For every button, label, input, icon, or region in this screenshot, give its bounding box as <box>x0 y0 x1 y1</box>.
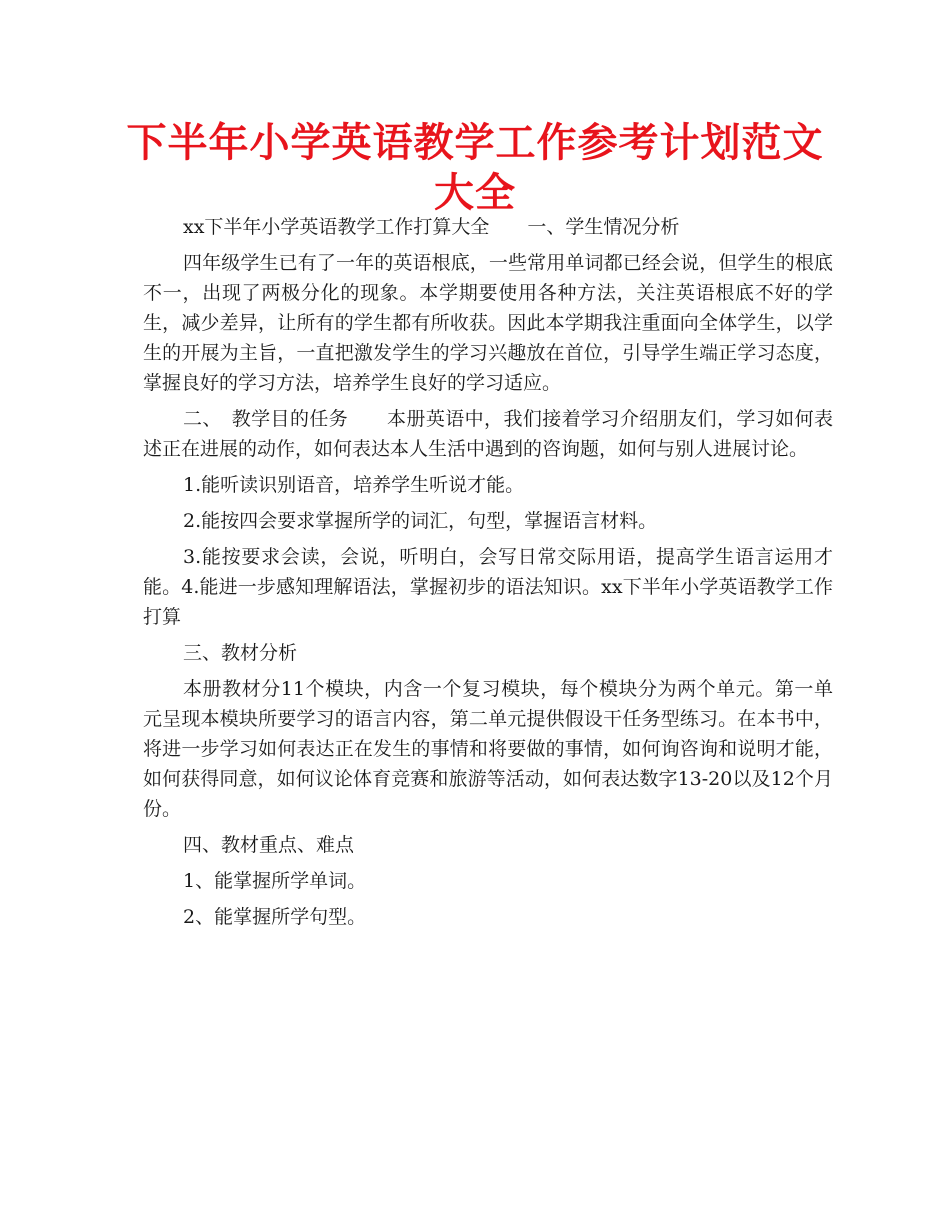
document-title: 下半年小学英语教学工作参考计划范文大全 <box>126 120 824 216</box>
paragraph-student-analysis: 四年级学生已有了一年的英语根底，一些常用单词都已经会说，但学生的根底不一，出现了两极分化的现象。本学期要使用各种方法，关注英语根底不好的学生，减少差异，让所有的学生都有所收获。因此本学期我注重面向全体学生，以学生的开展为主旨，一直把激发学生的学习兴趣放在首位，引导学生端正学习态度，掌握良好的学习方法，培养学生良好的学习适应。 <box>143 252 833 394</box>
paragraph-goal-1: 1.能听读识别语音，培养学生听说才能。 <box>183 474 525 496</box>
paragraph-key-point-2: 2、能掌握所学句型。 <box>183 906 367 928</box>
paragraph-key-point-1: 1、能掌握所学单词。 <box>183 870 367 892</box>
paragraph-goal-3-4: 3.能按要求会读，会说，听明白，会写日常交际用语，提高学生语言运用才能。4.能进一步感知理解语法，掌握初步的语法知识。xx下半年小学英语教学工作打算 <box>143 546 833 628</box>
section-heading-key-points: 四、教材重点、难点 <box>183 834 355 856</box>
paragraph-intro-heading: xx下半年小学英语教学工作打算大全 一、学生情况分析 <box>183 216 680 238</box>
section-heading-textbook-analysis: 三、教材分析 <box>183 642 298 664</box>
paragraph-teaching-goals: 二、 教学目的任务 本册英语中，我们接着学习介绍朋友们，学习如何表述正在进展的动作，如何表达本人生活中遇到的咨询题，如何与别人进展讨论。 <box>143 408 833 460</box>
paragraph-goal-2: 2.能按四会要求掌握所学的词汇，句型，掌握语言材料。 <box>183 510 658 532</box>
document-body <box>143 212 833 938</box>
paragraph-textbook-analysis: 本册教材分11个模块，内含一个复习模块，每个模块分为两个单元。第一单元呈现本模块所要学习的语言内容，第二单元提供假设干任务型练习。在本书中，将进一步学习如何表达正在发生的事情和将要做的事情，如何询咨询和说明才能，如何获得同意，如何议论体育竞赛和旅游等活动，如何表达数字13-20以及12个月份。 <box>143 678 833 820</box>
